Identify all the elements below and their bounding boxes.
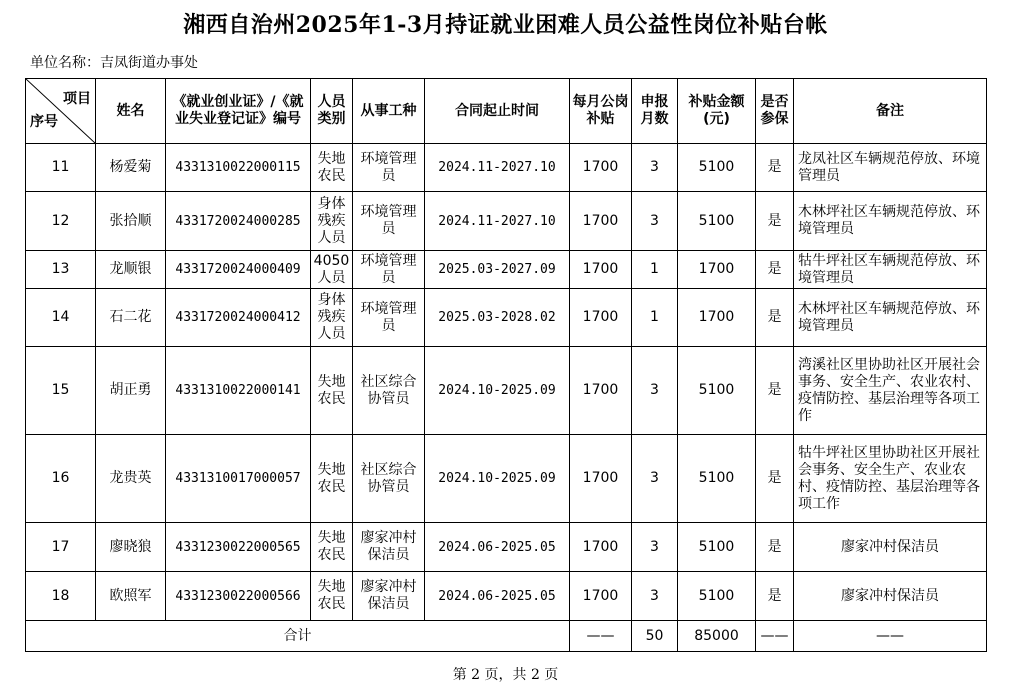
cell-contract: 2024.11-2027.10: [425, 144, 570, 192]
cell-seq: 12: [26, 192, 96, 251]
cell-months: 3: [632, 523, 678, 572]
cell-cert: 4331310022000115: [166, 144, 311, 192]
cell-name: 杨爱菊: [96, 144, 166, 192]
cell-amount: 5100: [678, 192, 756, 251]
header-monthly: 每月公岗补贴: [570, 79, 632, 144]
cell-job: 环境管理员: [353, 251, 425, 289]
cell-remark: 龙凤社区车辆规范停放、环境管理员: [794, 144, 987, 192]
cell-contract: 2024.11-2027.10: [425, 192, 570, 251]
total-monthly: ——: [570, 621, 632, 652]
cell-name: 欧照军: [96, 572, 166, 621]
page-title: 湘西自治州2025年1-3月持证就业困难人员公益性岗位补贴台帐: [183, 12, 828, 38]
cell-insured: 是: [756, 572, 794, 621]
cell-insured: 是: [756, 144, 794, 192]
header-seq: [26, 79, 96, 144]
cell-months: 3: [632, 347, 678, 435]
subsidy-ledger-table: [25, 78, 987, 652]
cell-seq: 17: [26, 523, 96, 572]
cell-insured: 是: [756, 523, 794, 572]
cell-job: 廖家冲村保洁员: [353, 572, 425, 621]
cell-seq: 13: [26, 251, 96, 289]
table-row: [26, 289, 987, 347]
header-category: 人员类别: [311, 79, 353, 144]
page-footer: 第 2 页，共 2 页: [452, 667, 559, 683]
cell-monthly: 1700: [570, 289, 632, 347]
cell-insured: 是: [756, 289, 794, 347]
diagonal-divider: [26, 79, 95, 143]
cell-job: 环境管理员: [353, 289, 425, 347]
cell-seq: 15: [26, 347, 96, 435]
cell-name: 张拾顺: [96, 192, 166, 251]
cell-contract: 2025.03-2028.02: [425, 289, 570, 347]
cell-amount: 5100: [678, 144, 756, 192]
cell-monthly: 1700: [570, 435, 632, 523]
cell-amount: 5100: [678, 523, 756, 572]
cell-name: 廖晓狼: [96, 523, 166, 572]
cell-category: 4050人员: [311, 251, 353, 289]
cell-amount: 1700: [678, 289, 756, 347]
cell-contract: 2024.06-2025.05: [425, 523, 570, 572]
cell-remark: 木林坪社区车辆规范停放、环境管理员: [794, 289, 987, 347]
header-insured: 是否参保: [756, 79, 794, 144]
cell-name: 龙顺银: [96, 251, 166, 289]
header-months: 申报月数: [632, 79, 678, 144]
cell-contract: 2025.03-2027.09: [425, 251, 570, 289]
cell-category: 失地农民: [311, 435, 353, 523]
header-remark: 备注: [794, 79, 987, 144]
header-cert: 《就业创业证》/《就业失业登记证》编号: [166, 79, 311, 144]
cell-amount: 5100: [678, 347, 756, 435]
cell-job: 社区综合协管员: [353, 347, 425, 435]
cell-monthly: 1700: [570, 192, 632, 251]
cell-cert: 4331310022000141: [166, 347, 311, 435]
cell-job: 廖家冲村保洁员: [353, 523, 425, 572]
table-row: [26, 523, 987, 572]
cell-remark: 湾溪社区里协助社区开展社会事务、安全生产、农业农村、疫情防控、基层治理等各项工作: [794, 347, 987, 435]
cell-category: 失地农民: [311, 572, 353, 621]
cell-category: 失地农民: [311, 523, 353, 572]
table-row: [26, 251, 987, 289]
total-months: 50: [632, 621, 678, 652]
cell-monthly: 1700: [570, 347, 632, 435]
cell-cert: 4331230022000565: [166, 523, 311, 572]
table-row: [26, 435, 987, 523]
cell-category: 身体残疾人员: [311, 289, 353, 347]
cell-job: 社区综合协管员: [353, 435, 425, 523]
total-remark: ——: [794, 621, 987, 652]
cell-job: 环境管理员: [353, 144, 425, 192]
header-seq-bottom: 序号: [30, 114, 58, 130]
table-row: [26, 347, 987, 435]
cell-remark: 廖家冲村保洁员: [794, 523, 987, 572]
cell-name: 石二花: [96, 289, 166, 347]
total-row: [26, 621, 987, 652]
cell-amount: 1700: [678, 251, 756, 289]
cell-months: 3: [632, 435, 678, 523]
cell-insured: 是: [756, 251, 794, 289]
cell-seq: 18: [26, 572, 96, 621]
cell-cert: 4331720024000412: [166, 289, 311, 347]
cell-category: 失地农民: [311, 144, 353, 192]
table-row: [26, 144, 987, 192]
cell-name: 胡正勇: [96, 347, 166, 435]
cell-months: 1: [632, 289, 678, 347]
cell-insured: 是: [756, 192, 794, 251]
cell-seq: 16: [26, 435, 96, 523]
cell-remark: 牯牛坪社区里协助社区开展社会事务、安全生产、农业农村、疫情防控、基层治理等各项工作: [794, 435, 987, 523]
cell-cert: 4331720024000409: [166, 251, 311, 289]
cell-months: 3: [632, 192, 678, 251]
cell-contract: 2024.10-2025.09: [425, 435, 570, 523]
cell-category: 身体残疾人员: [311, 192, 353, 251]
cell-seq: 11: [26, 144, 96, 192]
header-seq-top: 项目: [63, 91, 91, 107]
cell-contract: 2024.06-2025.05: [425, 572, 570, 621]
cell-insured: 是: [756, 347, 794, 435]
total-insured: ——: [756, 621, 794, 652]
header-amount: 补贴金额(元): [678, 79, 756, 144]
cell-amount: 5100: [678, 435, 756, 523]
cell-remark: 牯牛坪社区车辆规范停放、环境管理员: [794, 251, 987, 289]
cell-monthly: 1700: [570, 572, 632, 621]
header-job: 从事工种: [353, 79, 425, 144]
cell-monthly: 1700: [570, 523, 632, 572]
header-name: 姓名: [96, 79, 166, 144]
table-row: [26, 572, 987, 621]
cell-monthly: 1700: [570, 144, 632, 192]
cell-months: 3: [632, 144, 678, 192]
header-contract: 合同起止时间: [425, 79, 570, 144]
cell-cert: 4331720024000285: [166, 192, 311, 251]
table-row: [26, 192, 987, 251]
cell-insured: 是: [756, 435, 794, 523]
unit-name: 单位名称：吉凤街道办事处: [30, 55, 198, 71]
total-amount: 85000: [678, 621, 756, 652]
header-row: [26, 79, 987, 144]
cell-name: 龙贵英: [96, 435, 166, 523]
cell-monthly: 1700: [570, 251, 632, 289]
total-label: 合计: [26, 621, 570, 652]
cell-remark: 廖家冲村保洁员: [794, 572, 987, 621]
cell-amount: 5100: [678, 572, 756, 621]
cell-cert: 4331230022000566: [166, 572, 311, 621]
cell-category: 失地农民: [311, 347, 353, 435]
cell-months: 1: [632, 251, 678, 289]
cell-months: 3: [632, 572, 678, 621]
cell-remark: 木林坪社区车辆规范停放、环境管理员: [794, 192, 987, 251]
cell-job: 环境管理员: [353, 192, 425, 251]
cell-cert: 4331310017000057: [166, 435, 311, 523]
cell-seq: 14: [26, 289, 96, 347]
cell-contract: 2024.10-2025.09: [425, 347, 570, 435]
